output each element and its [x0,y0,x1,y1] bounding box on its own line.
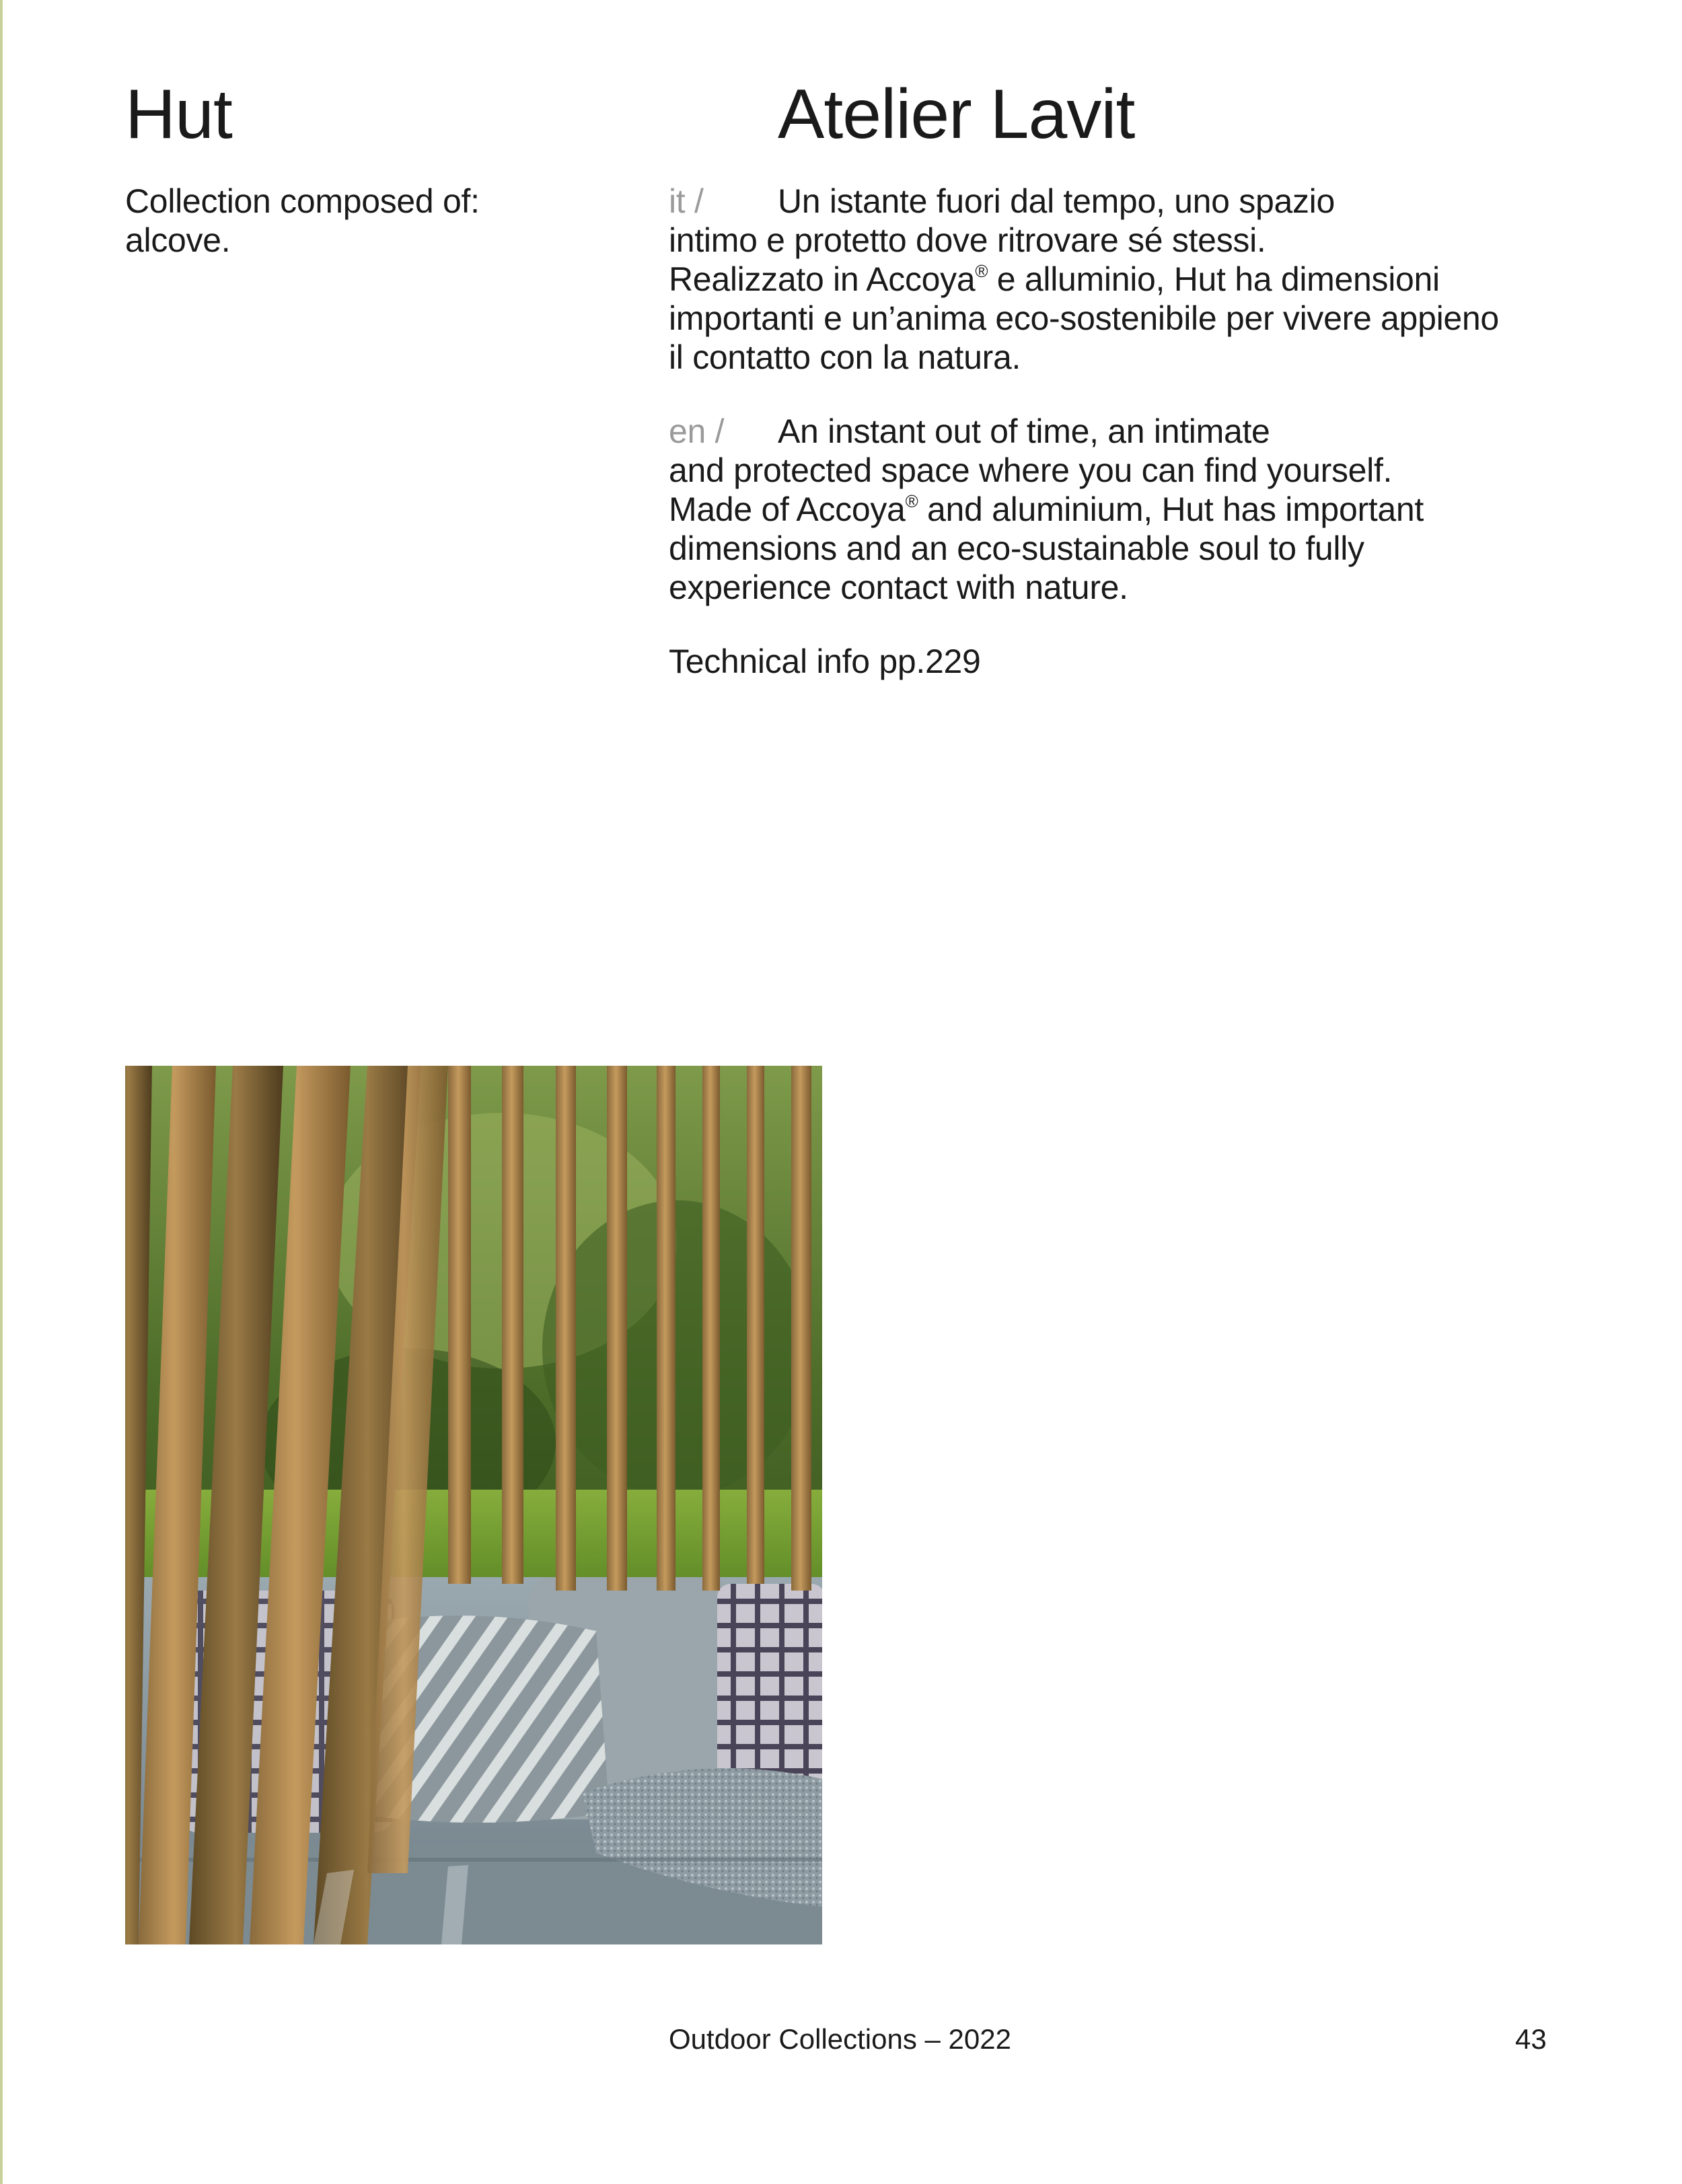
composition-line: alcove. [125,221,231,259]
footer-collection-label: Outdoor Collections – 2022 [669,2023,1011,2055]
description-italian [669,182,1577,377]
page-edge-strip [0,0,3,2184]
description-line: intimo e protetto dove ritrovare sé stessi. [669,221,1266,259]
composition-line: Collection composed of: [125,182,480,220]
description-line: An instant out of time, an intimate [778,412,1270,450]
description-line: experience contact with nature. [669,569,1128,606]
registered-mark: ® [975,261,988,281]
technical-info-link: Technical info pp.229 [669,643,981,680]
designer-name: Atelier Lavit [778,75,1135,153]
product-photo [125,1066,822,1944]
description-line: importanti e un’anima eco-sostenibile per vivere appieno [669,299,1499,337]
description-line: il contatto con la natura. [669,338,1021,376]
description-line: Realizzato in Accoya® e alluminio, Hut ha dimensioni [669,260,1440,298]
registered-mark: ® [905,491,918,511]
description-line: dimensions and an eco-sustainable soul to fully [669,530,1364,567]
description-line: and protected space where you can find yourself. [669,451,1393,489]
language-label-it: it / [669,182,704,220]
composition-text [125,182,663,260]
language-label-en: en / [669,412,725,450]
description-line: Made of Accoya® and aluminium, Hut has important [669,490,1424,528]
description-line: Un istante fuori dal tempo, uno spazio [778,182,1335,220]
page-title: Hut [125,75,232,153]
page-number: 43 [1515,2023,1547,2055]
description-english [669,412,1577,607]
